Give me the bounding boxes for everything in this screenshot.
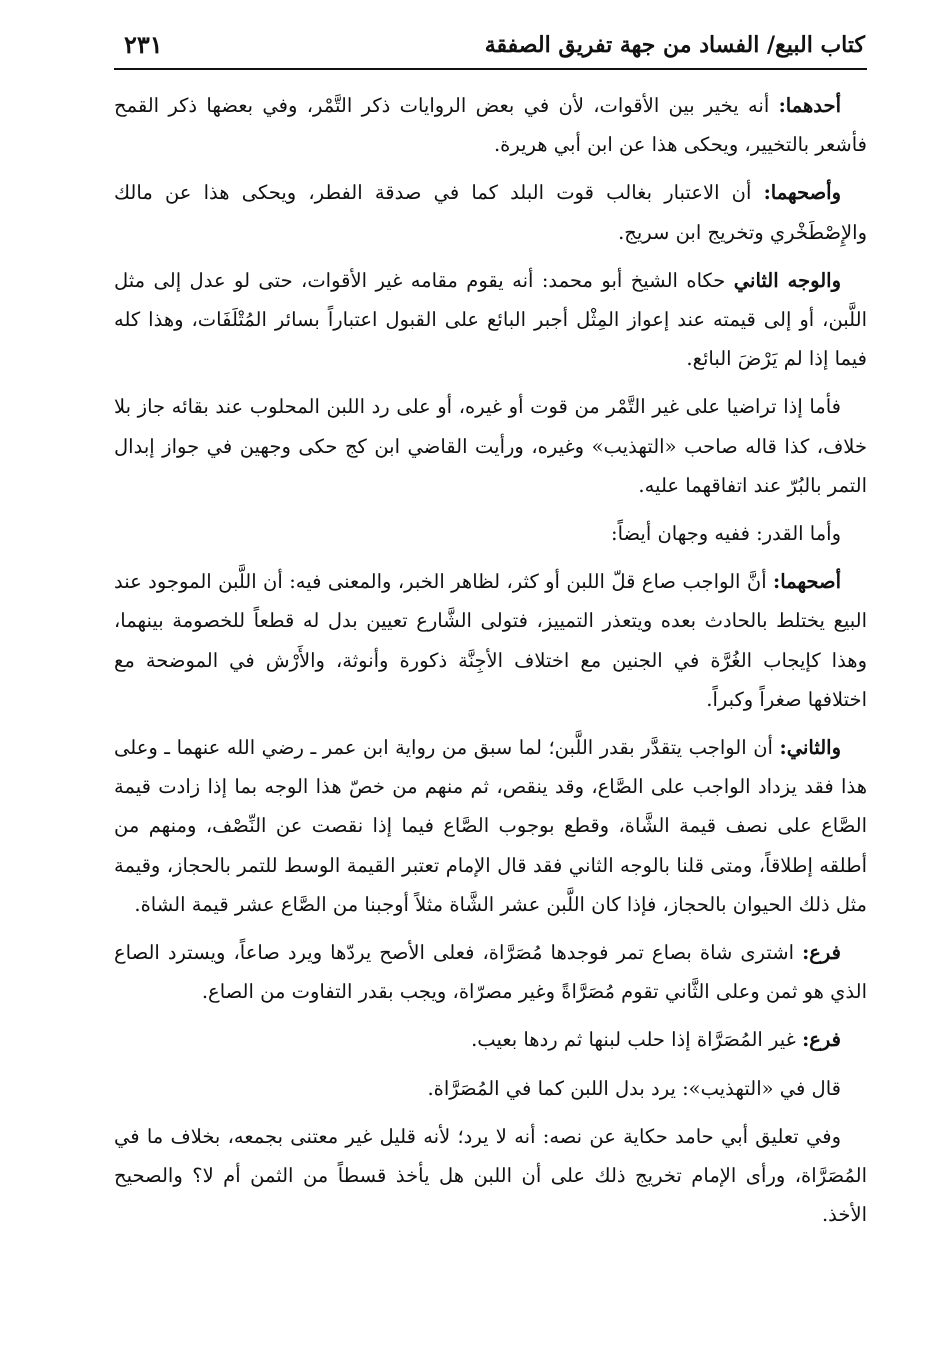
paragraph-lead: والثاني: — [779, 736, 841, 760]
paragraph-text: أنَّ الواجب صاع قلّ اللبن أو كثر، لظاهر الخبر، والمعنى فيه: أن اللَّبن الموجود عند البيع يختلط بالحادث بعده ويتعذر التمييز، فتولى الشَّارع تعيين بدل له قطعاً للخصومة بينهما، وهذا كإيجاب الغُرَّة في الجنين مع اختلاف الأجِنَّة ذكورة وأنوثة، والأَرْش في الموضحة مع اختلافها صغراً وكبراً. — [114, 570, 867, 711]
paragraph-text: أنه يخير بين الأقوات، لأن في بعض الروايات ذكر التَّمْر، وفي بعضها ذكر القمح فأشعر بالتخيير، ويحكى هذا عن ابن أبي هريرة. — [114, 94, 867, 157]
header-title: كتاب البيع/ الفساد من جهة تفريق الصفقة — [484, 32, 865, 58]
paragraph-text: أن الاعتبار بغالب قوت البلد كما في صدقة الفطر، ويحكى هذا عن مالك والإِصْطَخْري وتخريج ابن سريج. — [114, 181, 867, 244]
paragraph-lead: وأصحهما: — [763, 181, 841, 205]
paragraph — [114, 514, 867, 553]
paragraph — [114, 1020, 867, 1059]
paragraph-text: أن الواجب يتقدَّر بقدر اللَّبن؛ لما سبق من رواية ابن عمر ـ رضي الله عنهما ـ وعلى هذا فقد يزداد الواجب على الصَّاع، وقد ينقص، ثم منهم من خصّ هذا الوجه بما إذا زادت قيمة الصَّاع على نصف قيمة الشَّاة، وقطع بوجوب الصَّاع فيما إذا نقصت عن النِّصْف، ومنهم من أطلقه إطلاقاً، ومتى قلنا بالوجه الثاني فقد قال الإمام تعتبر القيمة الوسط للتمر بالحجاز، وقيمة مثل ذلك الحيوان بالحجاز، فإذا كان اللَّبن عشر الشَّاة مثلاً أوجبنا من الصَّاع عشر قيمة الشاة. — [114, 736, 867, 916]
header-rule — [114, 68, 867, 70]
paragraph — [114, 1069, 867, 1108]
paragraph-lead: فرع: — [802, 1028, 841, 1052]
page-body — [114, 86, 867, 1243]
paragraph-text: حكاه الشيخ أبو محمد: أنه يقوم مقامه غير الأقوات، حتى لو عدل إلى مثل اللَّبن، أو إلى قيمته عند إعواز المِثْل أجبر البائع على القبول اعتباراً بسائر المُتْلَفَات، وهذا كله فيما إذا لم يَرْضَ البائع. — [114, 268, 867, 371]
paragraph-lead: فرع: — [802, 941, 841, 965]
page-number: ٢٣١ — [124, 30, 163, 59]
paragraph-text: غير المُصَرَّاة إذا حلب لبنها ثم ردها بعيب. — [471, 1028, 803, 1052]
paragraph — [114, 86, 867, 164]
paragraph-text: وأما القدر: ففيه وجهان أيضاً: — [611, 522, 841, 546]
running-header — [116, 30, 865, 64]
paragraph-text: وفي تعليق أبي حامد حكاية عن نصه: أنه لا يرد؛ لأنه قليل غير معتنى بجمعه، بخلاف ما في المُصَرَّاة، ورأى الإمام تخريج ذلك على أن اللبن هل يأخذ قسطاً من الثمن أم لا؟ والصحيح الأخذ. — [114, 1124, 867, 1227]
paragraph — [114, 387, 867, 505]
paragraph — [114, 1117, 867, 1235]
paragraph — [114, 933, 867, 1011]
paragraph-lead: أحدهما: — [778, 94, 841, 117]
paragraph — [114, 173, 867, 251]
paragraph-lead: والوجه الثاني — [733, 268, 841, 292]
paragraph — [114, 728, 867, 924]
paragraph-text: فأما إذا تراضيا على غير التَّمْر من قوت أو غيره، أو على رد اللبن المحلوب عند بقائه جاز بلا خلاف، كذا قاله صاحب «التهذيب» وغيره، ورأيت القاضي ابن كج حكى وجهين في جواز إبدال التمر بالبُرّ عند اتفاقهما عليه. — [114, 395, 867, 497]
paragraph-text: قال في «التهذيب»: يرد بدل اللبن كما في المُصَرَّاة. — [427, 1076, 841, 1100]
paragraph-lead: أصحهما: — [773, 570, 841, 594]
paragraph-text: اشترى شاة بصاع تمر فوجدها مُصَرَّاة، فعلى الأصح يردّها ويرد صاعاً، ويسترد الصاع الذي هو ثمن وعلى الثَّاني تقوم مُصَرَّاةً وغير مصرّاة، ويجب بقدر التفاوت من الصاع. — [114, 941, 867, 1004]
paragraph — [114, 261, 867, 379]
paragraph — [114, 562, 867, 719]
